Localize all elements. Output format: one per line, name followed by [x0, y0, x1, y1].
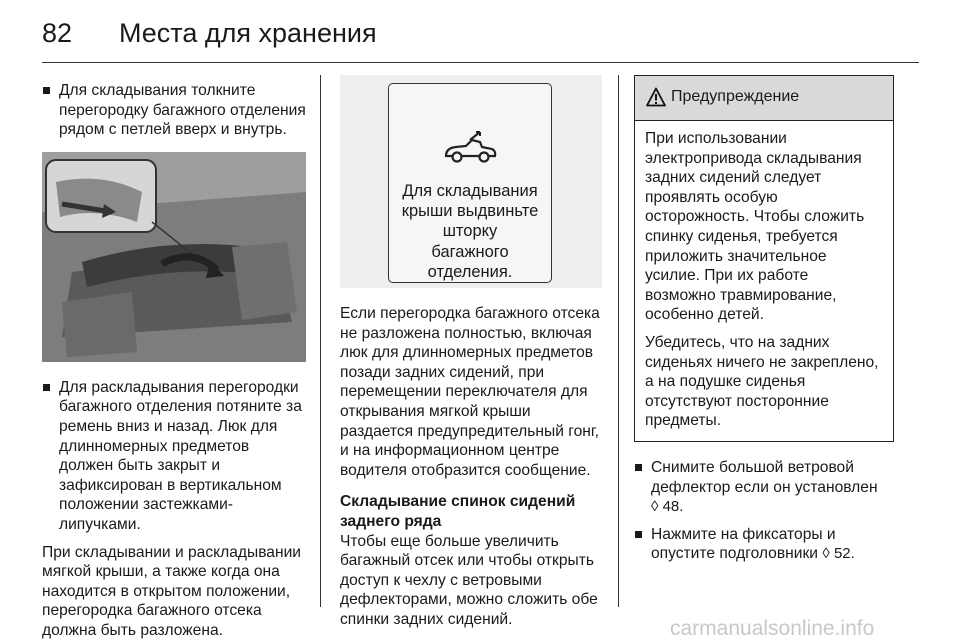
info-display — [388, 83, 552, 283]
page-header — [42, 14, 922, 58]
trunk-photo-illustration — [42, 152, 306, 362]
warning-body — [635, 121, 893, 441]
column-divider — [618, 75, 619, 607]
warning-box — [634, 75, 894, 442]
watermark: carmanualsonline.info — [670, 617, 875, 640]
warning-text: При использовании электропривода складывания задних сидений следует проявлять особую осторожность. Чтобы сложить спинку сиденья, требуется приложить значительное усилие. При их работе возможно травмирование, особенно детей. — [645, 130, 865, 324]
section-heading: Складывание спинок сидений заднего ряда — [340, 493, 576, 530]
list-item: Нажмите на фиксаторы и опустите подголовники ◊ 52. — [634, 525, 892, 564]
column-divider — [320, 75, 321, 607]
convertible-car-icon — [440, 128, 500, 168]
bullet-square-icon — [43, 87, 50, 94]
paragraph: Если перегородка багажного отсека не разложена полностью, включая люк для длинномерных предметов позади задних сидений, при перемещении переключателя для открывания мягкой крыши раздается предупредительный гонг, и на информационном центре водителя отобразится сообщение. — [340, 305, 600, 479]
column-left — [42, 75, 306, 641]
header-divider — [42, 62, 919, 63]
warning-text: Убедитесь, что на задних сиденьях ничего не закреплено, а на подушке сиденья отсутствуют посторонние предметы. — [645, 333, 879, 430]
paragraph: Чтобы еще больше увеличить багажный отсек или чтобы открыть доступ к чехлу с ветровыми дефлекторами, можно сложить обе спинки задних сидений. — [340, 532, 598, 628]
list-item: Снимите большой ветровой дефлектор если он установлен ◊ 48. — [634, 458, 892, 517]
bullet-square-icon — [43, 384, 50, 391]
paragraph: При складывании и раскладывании мягкой крыши, а также когда она находится в открытом положении, перегородка багажного отсека должна быть разложена. — [42, 543, 302, 639]
list-item: Для раскладывания перегородки багажного отделения потяните за ремень вниз и назад. Люк для длинномерных предметов должен быть закрыт и зафиксирован в вертикальном положении застежками-липучками. — [42, 378, 306, 535]
page-title: Места для хранения — [119, 18, 377, 48]
warning-triangle-icon — [646, 87, 666, 107]
list-item: Для складывания толкните перегородку багажного отделения рядом с петлей вверх и внутрь. — [42, 81, 306, 140]
display-message: Для складывания крыши выдвиньте шторку багажного отделения. — [401, 182, 539, 281]
page-reference: ◊ 52. — [822, 545, 855, 563]
display-message-figure — [340, 75, 602, 288]
column-middle — [340, 75, 602, 630]
warning-title: Предупреждение — [671, 88, 800, 105]
page-number: 82 — [42, 18, 73, 48]
page-reference: ◊ 48. — [651, 498, 684, 516]
reference-arrow-icon: ◊ — [822, 545, 830, 563]
warning-header — [635, 76, 893, 121]
bullet-square-icon — [635, 464, 642, 471]
reference-arrow-icon: ◊ — [651, 498, 659, 516]
trunk-divider-photo — [42, 152, 306, 362]
bullet-square-icon — [635, 531, 642, 538]
column-right — [634, 75, 892, 564]
